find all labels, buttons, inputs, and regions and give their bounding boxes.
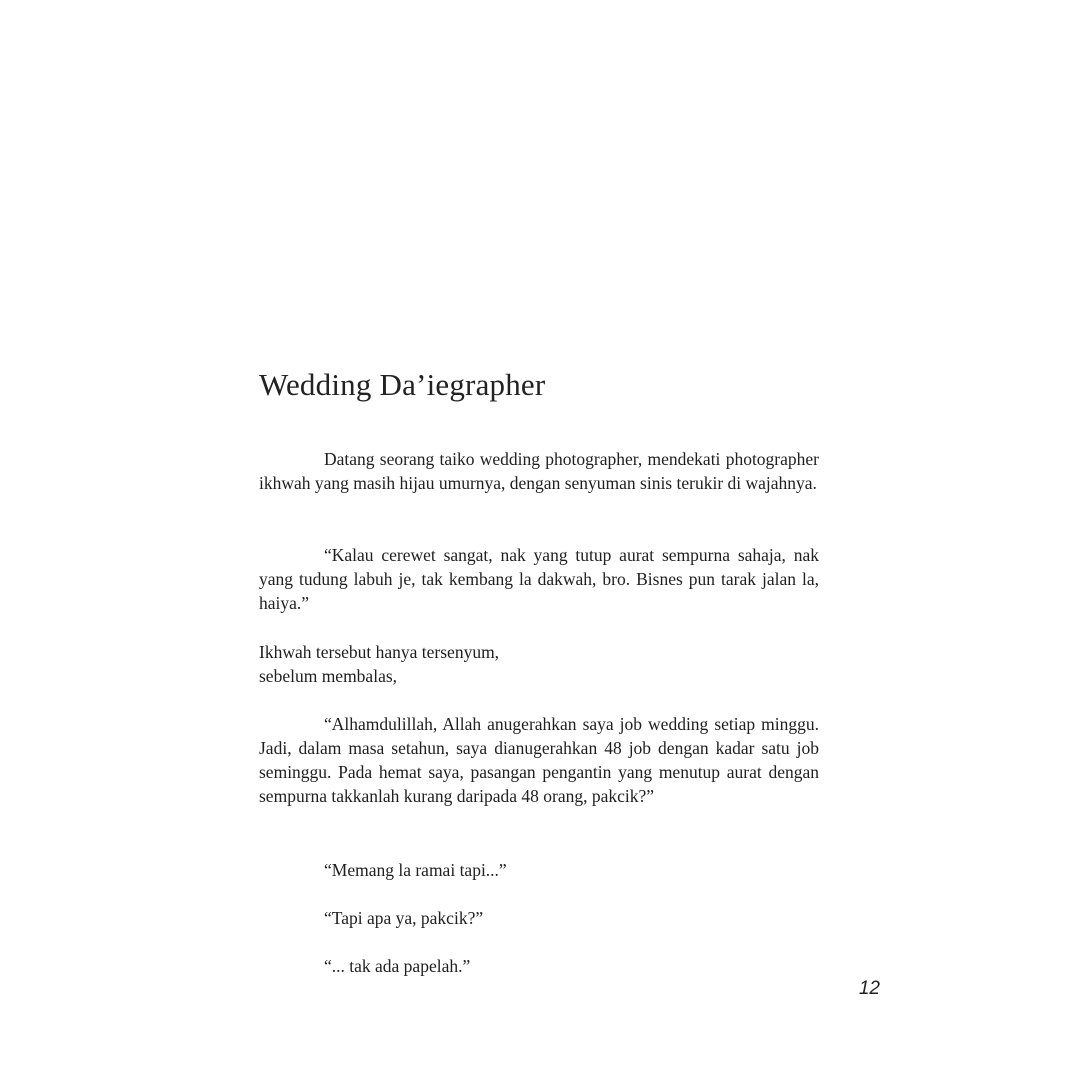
paragraph-5: “Memang la ramai tapi...” xyxy=(324,860,507,880)
paragraph-3-line-2: sebelum membalas, xyxy=(259,666,398,686)
chapter-title: Wedding Da’iegrapher xyxy=(259,367,546,402)
paragraph-2: “Kalau cerewet sangat, nak yang tutup aurat sempurna sahaja, nak yang tudung labuh je, tak kembang la dakwah, bro. Bisnes pun tarak jalan la, haiya.” xyxy=(259,545,819,613)
paragraph-3-line-1: Ikhwah tersebut hanya tersenyum, xyxy=(259,642,500,662)
paragraph-7: “... tak ada papelah.” xyxy=(324,956,471,976)
paragraph-1: Datang seorang taiko wedding photographer, mendekati photographer ikhwah yang masih hijau umurnya, dengan senyuman sinis terukir di wajahnya. xyxy=(259,449,819,493)
page-number: 12 xyxy=(858,978,880,999)
paragraph-4: “Alhamdulillah, Allah anugerahkan saya job wedding setiap minggu. Jadi, dalam masa setahun, saya dianugerahkan 48 job dengan kadar satu job seminggu. Pada hemat saya, pasangan pengantin yang menutup aurat dengan sempurna takkanlah kurang daripada 48 orang, pakcik?” xyxy=(259,714,819,806)
paragraph-6: “Tapi apa ya, pakcik?” xyxy=(324,908,484,928)
